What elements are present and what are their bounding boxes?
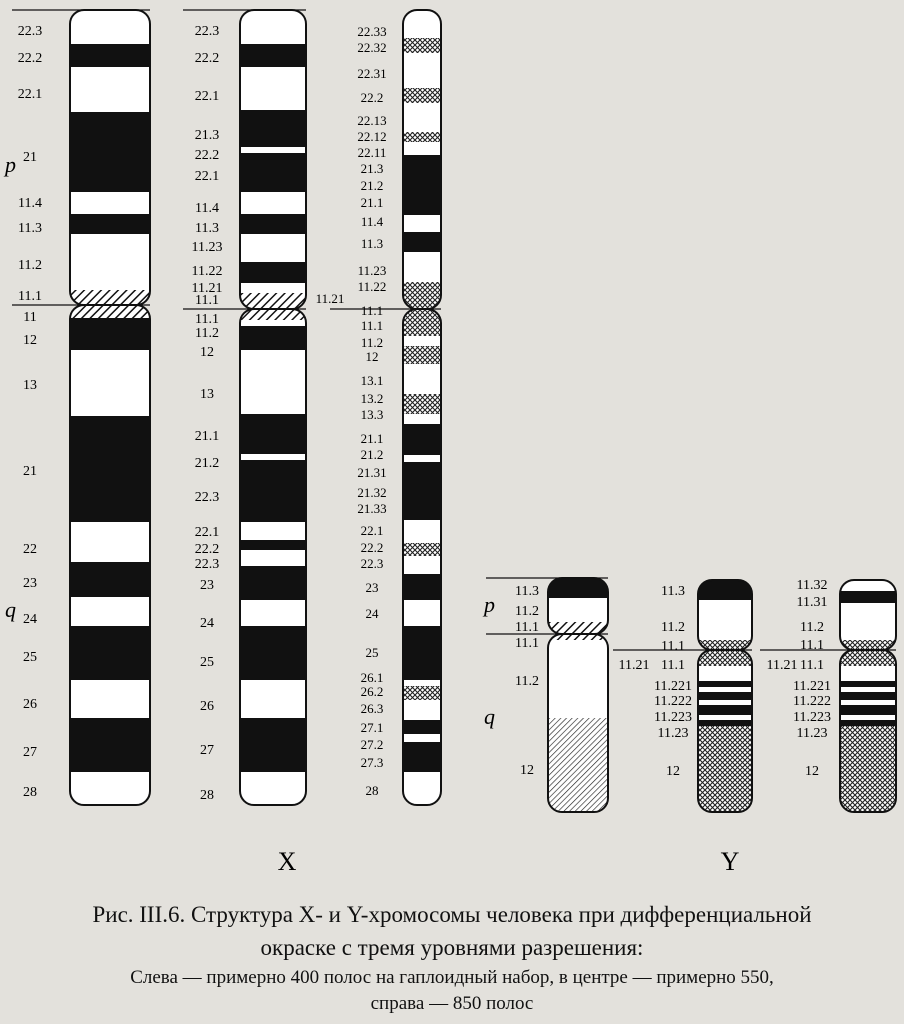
band-label: 11.21 (618, 658, 650, 673)
band-label: 21 (23, 464, 37, 479)
band (240, 234, 306, 262)
band (240, 326, 306, 350)
band-label: 11.21 (315, 291, 345, 306)
band-label: 11.22 (191, 264, 223, 279)
band (70, 290, 150, 305)
band-label: 25 (23, 650, 37, 665)
band (70, 680, 150, 718)
band (403, 88, 441, 103)
band-label: 11.31 (796, 595, 828, 610)
band-label: 11.1 (360, 318, 384, 333)
band (840, 666, 896, 681)
band (840, 591, 896, 603)
band-label: 26.1 (360, 670, 384, 685)
band-label: 27.2 (360, 737, 384, 752)
band (548, 598, 608, 622)
band-label: 11.222 (793, 694, 831, 709)
band-label: 22.1 (194, 169, 220, 184)
band (240, 147, 306, 153)
band-label: 22.32 (357, 40, 387, 55)
band-label: 12 (200, 345, 214, 360)
band (70, 305, 150, 318)
band (840, 715, 896, 720)
band (240, 454, 306, 460)
p-arm (240, 10, 306, 309)
band (240, 110, 306, 147)
band-label: 11.1 (515, 620, 539, 635)
band (70, 626, 150, 680)
band-label: 22.2 (194, 542, 220, 557)
band (698, 715, 752, 720)
q-arm (240, 309, 306, 805)
band (70, 522, 150, 562)
band (698, 687, 752, 692)
band (403, 520, 441, 543)
band (403, 556, 441, 574)
band-label: 22.2 (17, 51, 43, 66)
band (840, 700, 896, 705)
band (403, 394, 441, 414)
chromosome-y400 (486, 578, 608, 812)
band-label: 22.2 (194, 148, 220, 163)
band-label: 22.12 (357, 129, 387, 144)
band (240, 718, 306, 772)
band-label: 24 (200, 616, 214, 631)
band-label: 24 (23, 612, 37, 627)
band-label: 24 (365, 606, 379, 621)
band (240, 772, 306, 805)
band (240, 540, 306, 550)
band (698, 726, 752, 730)
band-label: 27 (200, 743, 214, 758)
band (240, 309, 306, 320)
band-label: 11.2 (800, 620, 824, 635)
band-label: 22.33 (357, 24, 387, 39)
band (698, 666, 752, 681)
band-label: 21.1 (360, 195, 384, 210)
band-label: 21.1 (360, 431, 384, 446)
band (70, 192, 150, 214)
band-label: 22 (23, 542, 37, 557)
band-label: 11.2 (360, 335, 384, 350)
band (403, 336, 441, 346)
p-arm (698, 580, 752, 650)
figure-caption-line1: Рис. III.6. Структура X- и Y-хромосомы человека при дифференциальной (92, 902, 812, 927)
band (698, 700, 752, 705)
y-chromosome-label: Y (720, 847, 740, 876)
band-label: 22.3 (360, 556, 384, 571)
band (240, 153, 306, 192)
band (403, 686, 441, 700)
q-arm-label-y: q (484, 704, 495, 729)
band (403, 455, 441, 462)
band (70, 10, 150, 44)
chromosome-x550 (183, 10, 306, 805)
band (403, 232, 441, 252)
q-arm-label-x: q (5, 597, 16, 622)
band-label: 11.3 (661, 584, 685, 599)
band-label: 11.2 (661, 620, 685, 635)
band (403, 543, 441, 556)
band-label: 22.13 (357, 113, 387, 128)
band-label: 11.4 (195, 201, 219, 216)
band (240, 293, 306, 309)
band-label: 11.21 (191, 281, 223, 296)
band-label: 22.3 (194, 24, 220, 39)
p-arm (840, 580, 896, 650)
band-label: 11.1 (515, 636, 539, 651)
band (403, 626, 441, 680)
band-label: 11.23 (657, 726, 689, 741)
band-label: 21.33 (357, 501, 387, 516)
band (70, 718, 150, 772)
band (840, 730, 896, 812)
q-arm (548, 634, 608, 812)
band (403, 720, 441, 734)
band (70, 318, 150, 350)
band-label: 28 (365, 783, 379, 798)
band (70, 67, 150, 112)
band (403, 772, 441, 805)
band (403, 142, 441, 155)
band-label: 11.2 (195, 326, 219, 341)
band-label: 23 (23, 576, 37, 591)
band (70, 44, 150, 67)
band (698, 650, 752, 666)
band-label: 11.4 (360, 214, 384, 229)
band (240, 414, 306, 454)
band-label: 11.22 (357, 279, 387, 294)
band (403, 38, 441, 53)
band-label: 22.1 (194, 89, 220, 104)
band-label: 11.3 (360, 236, 384, 251)
p-arm-label-x: p (5, 152, 16, 177)
band-label: 11.23 (796, 726, 828, 741)
band-label: 21.31 (357, 465, 387, 480)
q-arm (70, 305, 150, 805)
band (403, 215, 441, 232)
band-label: 26.3 (360, 701, 384, 716)
band (240, 283, 306, 293)
band (240, 10, 306, 44)
band (70, 772, 150, 805)
band-label: 27 (23, 745, 37, 760)
band (240, 460, 306, 522)
band (403, 252, 441, 282)
band-label: 12 (805, 764, 819, 779)
band (70, 350, 150, 416)
band-label: 11.1 (195, 312, 219, 327)
band-label: 11.3 (515, 584, 539, 599)
q-arm (403, 309, 441, 805)
band-label: 21.1 (194, 429, 220, 444)
band (70, 416, 150, 522)
chromosome-y550 (613, 580, 752, 812)
p-arm (403, 10, 441, 309)
band (70, 214, 150, 234)
band-label: 11.221 (793, 679, 831, 694)
x-chromosome-label: X (277, 847, 297, 876)
band (240, 680, 306, 718)
band-label: 26.2 (360, 684, 384, 699)
band (698, 600, 752, 640)
band-label: 11.32 (796, 578, 828, 593)
band-label: 27.3 (360, 755, 384, 770)
band (70, 562, 150, 597)
band (548, 578, 608, 598)
band (403, 600, 441, 626)
band (240, 626, 306, 680)
band-label: 25 (365, 645, 379, 660)
band-label: 13.1 (360, 373, 384, 388)
band-label: 11.2 (515, 674, 539, 689)
band (403, 742, 441, 772)
band-label: 13.3 (360, 407, 384, 422)
band (240, 350, 306, 414)
band-label: 28 (23, 785, 37, 800)
band-label: 13 (200, 387, 214, 402)
band-label: 11.3 (18, 221, 42, 236)
band (403, 309, 441, 336)
band-label: 13.2 (360, 391, 384, 406)
band-label: 22.2 (360, 90, 384, 105)
band-label: 21.2 (360, 178, 384, 193)
band-label: 22.31 (357, 66, 387, 81)
band (403, 424, 441, 455)
band (240, 320, 306, 326)
band (403, 574, 441, 600)
band (403, 53, 441, 88)
band-label: 11.1 (661, 658, 685, 673)
band (403, 364, 441, 394)
band (403, 462, 441, 520)
band-label: 21.3 (194, 128, 220, 143)
band (698, 580, 752, 600)
p-arm (548, 578, 608, 634)
band (240, 67, 306, 110)
band-label: 11.1 (360, 303, 384, 318)
band-label: 12 (666, 764, 680, 779)
chromosome-x400 (12, 10, 150, 805)
band-label: 22.1 (17, 87, 43, 102)
band (240, 522, 306, 540)
band-label: 11.222 (654, 694, 692, 709)
band (70, 234, 150, 290)
band-label: 11.2 (515, 604, 539, 619)
band-label: 11.4 (18, 196, 42, 211)
band (840, 650, 896, 666)
band (698, 730, 752, 812)
band-label: 22.3 (194, 557, 220, 572)
band-label: 28 (200, 788, 214, 803)
band-label: 11.23 (191, 240, 223, 255)
band-label: 11.221 (654, 679, 692, 694)
band-label: 23 (200, 578, 214, 593)
band-label: 27.1 (360, 720, 384, 735)
band (240, 44, 306, 67)
band (403, 10, 441, 38)
band (70, 597, 150, 626)
band-label: 13 (23, 378, 37, 393)
band-label: 25 (200, 655, 214, 670)
band-label: 11.21 (766, 658, 798, 673)
band (403, 700, 441, 720)
chromosome-x850 (316, 10, 441, 805)
band (403, 155, 441, 215)
band (403, 103, 441, 132)
band-label: 21.2 (360, 447, 384, 462)
band (403, 282, 441, 298)
band-label: 21 (23, 150, 37, 165)
band (240, 192, 306, 214)
band-label: 22.2 (194, 51, 220, 66)
p-arm (70, 10, 150, 305)
band-label: 12 (23, 333, 37, 348)
band-label: 21.3 (360, 161, 384, 176)
band-label: 11.1 (195, 293, 219, 308)
band (840, 603, 896, 640)
band-label: 11.223 (654, 710, 692, 725)
band-label: 22.3 (17, 24, 43, 39)
band (240, 550, 306, 566)
band-label: 11.1 (800, 638, 824, 653)
band (403, 734, 441, 742)
band (840, 726, 896, 730)
chromosome-y850 (760, 578, 896, 812)
band-label: 22.1 (194, 525, 220, 540)
band (403, 414, 441, 424)
p-arm-label-y: p (484, 592, 495, 617)
band (548, 640, 608, 718)
band (70, 112, 150, 192)
band-label: 11 (23, 310, 37, 325)
band-label: 11.23 (357, 263, 387, 278)
band-label: 11.1 (800, 658, 824, 673)
band-label: 21.32 (357, 485, 387, 500)
band-label: 12 (365, 349, 379, 364)
band (240, 262, 306, 283)
band-label: 11.1 (661, 639, 685, 654)
band (840, 687, 896, 692)
band-label: 11.2 (18, 258, 42, 273)
figure-note-line2: справа — 850 полос (370, 993, 534, 1014)
band-label: 11.1 (18, 289, 42, 304)
band (403, 346, 441, 364)
band (240, 600, 306, 626)
band-label: 11.223 (793, 710, 831, 725)
q-arm (698, 650, 752, 812)
band-label: 23 (365, 580, 379, 595)
band-label: 22.3 (194, 490, 220, 505)
band (240, 566, 306, 600)
band (403, 680, 441, 686)
band-label: 22.1 (360, 523, 384, 538)
figure-note-line1: Слева — примерно 400 полос на гаплоидный набор, в центре — примерно 550, (130, 967, 774, 988)
band-label: 21.2 (194, 456, 220, 471)
band-label: 26 (200, 699, 214, 714)
band-label: 22.11 (357, 145, 387, 160)
band-label: 22.2 (360, 540, 384, 555)
band (403, 132, 441, 142)
band (548, 718, 608, 812)
band-label: 26 (23, 697, 37, 712)
figure-caption-line2: окраске с тремя уровнями разрешения: (260, 935, 644, 960)
band (240, 214, 306, 234)
band-label: 11.3 (195, 221, 219, 236)
band-label: 12 (520, 763, 534, 778)
q-arm (840, 650, 896, 812)
